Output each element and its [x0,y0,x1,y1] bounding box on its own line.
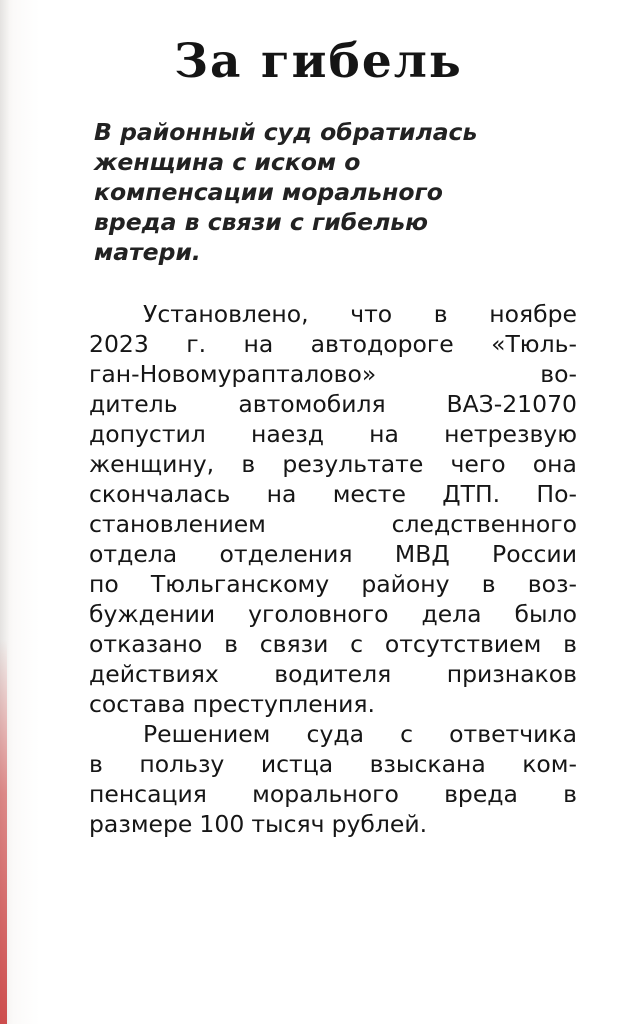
body-word: буждении [89,600,216,628]
body-word: во- [540,360,577,388]
body-word: в [563,780,577,808]
article-headline: За гибель [174,34,463,89]
body-word: России [492,540,577,568]
body-word: допустил [89,420,206,448]
body-word: пенсация [89,780,207,808]
body-word: в [224,630,238,658]
body-word: на [243,330,274,358]
lead-line: вреда в связи с гибелью [94,208,429,236]
body-word: 100 [199,810,245,838]
body-word: уголовного [248,600,389,628]
body-word: в [481,570,496,598]
body-line [89,629,577,659]
body-word: Решением [143,720,271,748]
body-word: становлением [89,510,266,538]
body-line [89,449,577,479]
body-word: МВД [394,540,450,568]
body-word: с [400,720,414,748]
body-word: с [350,630,364,658]
body-word: было [514,600,577,628]
body-word: действиях [89,660,219,688]
body-word: дела [421,600,482,628]
body-word: пользу [139,750,225,778]
body-line [89,689,577,719]
body-word: преступления. [192,690,375,718]
body-word: результате [282,450,424,478]
body-word: водителя [274,660,392,688]
body-line [89,299,577,329]
body-word: отсутствием [384,630,542,658]
body-word: по [89,570,119,598]
body-line [89,419,577,449]
article-lead [94,117,574,267]
body-word: она [532,450,577,478]
body-word: что [350,300,393,328]
body-line [89,389,577,419]
body-word: дитель [89,390,178,418]
body-word: ган-Новомурапталово» [89,360,377,388]
body-word: району [361,570,450,598]
body-word: отказано [89,630,203,658]
body-line [89,359,577,389]
body-word: ДТП. [442,480,501,508]
body-word: По- [536,480,577,508]
body-word: воз- [527,570,577,598]
body-word: в [241,450,256,478]
body-word: женщину, [89,450,215,478]
page-edge-red-strip [0,640,7,1024]
lead-line: женщина с иском о [94,148,361,176]
body-word: на [369,420,399,448]
body-word: ответчика [449,720,577,748]
body-word: отделения [219,540,353,568]
body-word: ком- [522,750,577,778]
body-word: вреда [444,780,518,808]
body-line [89,599,577,629]
body-line [89,749,577,779]
body-word: размере [89,810,193,838]
body-word: ноябре [489,300,577,328]
body-line [89,509,577,539]
body-word: 2023 [89,330,149,358]
body-word: суда [306,720,365,748]
body-word: автодороге [310,330,454,358]
body-line [89,569,577,599]
body-word: Установлено, [143,300,309,328]
body-word: ВАЗ-21070 [446,390,577,418]
lead-line: компенсации морального [94,178,443,206]
body-line [89,479,577,509]
body-word: «Тюль- [491,330,577,358]
body-word: месте [332,480,406,508]
body-word: состава [89,690,186,718]
body-word: в [563,630,577,658]
body-line [89,719,577,749]
body-word: автомобиля [238,390,386,418]
lead-line: В районный суд обратилась [94,118,478,146]
body-word: связи [259,630,329,658]
body-word: Тюльганскому [150,570,330,598]
body-word: на [266,480,297,508]
body-word: взыскана [369,750,486,778]
body-line [89,539,577,569]
body-word: истца [260,750,334,778]
lead-line: матери. [94,238,201,266]
body-word: скончалась [89,480,231,508]
body-word: рублей. [331,810,428,838]
body-line [89,779,577,809]
body-word: нетрезвую [444,420,577,448]
body-word: в [89,750,103,778]
body-word: тысяч [251,810,325,838]
body-word: признаков [446,660,577,688]
body-word: следственного [391,510,577,538]
body-line [89,329,577,359]
article-body [89,299,577,839]
body-line [89,659,577,689]
body-word: г. [186,330,207,358]
body-word: наезд [250,420,324,448]
body-line [89,809,577,839]
body-word: отдела [89,540,178,568]
body-word: морального [252,780,399,808]
body-word: в [433,300,448,328]
body-word: чего [450,450,506,478]
